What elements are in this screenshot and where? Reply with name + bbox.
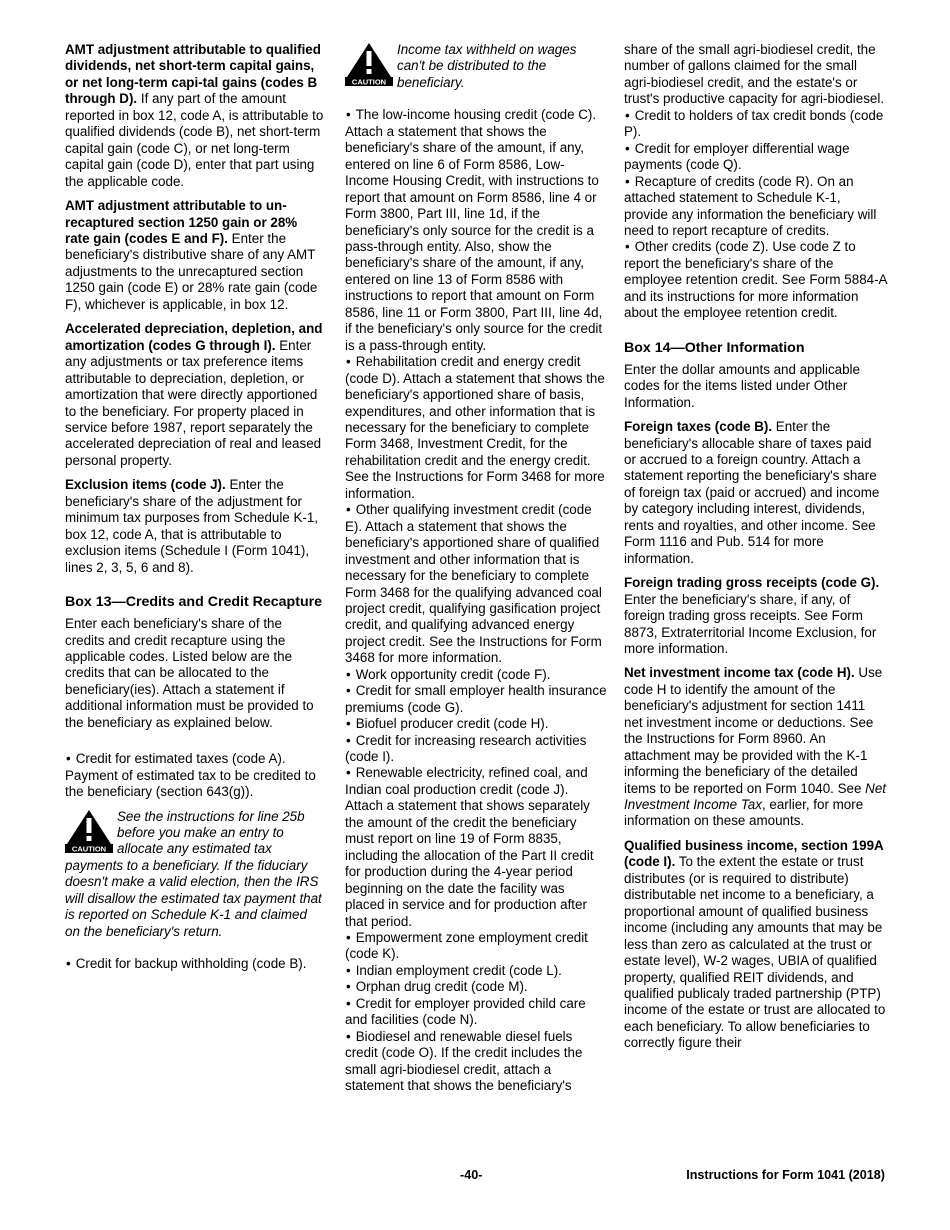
paragraph-amt-codes-e-f (65, 198, 325, 313)
paragraph-text: Enter the beneficiary's share of the adjustment for minimum tax purposes from Schedule K-1, box 12, code A, that is attributable to exclusion items (Schedule I (Form 1041), lines 2, 3, 5, 6 and 8). (65, 477, 319, 575)
list-item: • The low-income housing credit (code C). Attach a statement that shows the beneficiary's share of the amount, if any, entered on line 6 of Form 8586, Low-Income Housing Credit, with instructions to report that amount on Form 8586, line 4 or Form 3800, Part III, line 1d, if the beneficiary's only source for the credit is a pass-through entity. Also, show the beneficiary's share of the amount, if any, entered on line 13 of Form 8586 with instructions to report that amount on Form 8586, line 11 or Form 3800, Part III, line 4d, if the beneficiary's only source for the credit is a pass-through entity. (345, 107, 607, 354)
column-right (624, 42, 887, 1060)
page-number: -40- (460, 1168, 483, 1182)
column-middle (345, 42, 607, 1095)
caution-text: Income tax withheld on wages can't be distributed to the beneficiary. (397, 42, 577, 90)
paragraph-heading: AMT adjustment attributable to qualified dividends, net short-term capital gains, or net long-term capi-tal gains (codes B through D). (65, 42, 321, 107)
list-item: • Credit for estimated taxes (code A). Payment of estimated tax to be credited to the beneficiary (section 643(g)). (65, 751, 325, 800)
list-item: • Credit for increasing research activities (code I). (345, 733, 607, 766)
paragraph-text: If any part of the amount reported in box 12, code A, is attributable to qualified dividends (code B), net short-term capital gain (code C), or net long-term capital gain (code D), enter that part using the applicable code. (65, 91, 324, 189)
paragraph-foreign-trading (624, 575, 887, 657)
paragraph-heading: AMT adjustment attributable to un-recaptured section 1250 gain or 28% rate gain (codes E and F). (65, 198, 298, 246)
paragraph-heading: Qualified business income, section 199A (code I). (624, 837, 884, 870)
box13-heading: Box 13—Credits and Credit Recapture (65, 594, 323, 611)
paragraph-heading: Net investment income tax (code H). (624, 665, 855, 681)
caution-icon (345, 42, 393, 86)
paragraph-text: Enter the beneficiary's distributive share of any AMT adjustments to the unrecaptured section 1250 gain (code E) or 28% rate gain (code F), whichever is applicable, in box 12. (65, 230, 318, 312)
paragraph-qbi (624, 838, 887, 1052)
caution-label: CAUTION (351, 77, 387, 86)
list-item: • Renewable electricity, refined coal, and Indian coal production credit (code J). Attach a statement that shows separately the amount of the credit the beneficiary must report on line 19 of Form 8835, including the allocation of the Part II credit for production during the 4-year period beginning on the date the facility was placed in service and for production after that period. (345, 765, 607, 930)
paragraph-heading: Accelerated depreciation, depletion, and amortization (codes G through I). (65, 321, 323, 353)
list-item: • Rehabilitation credit and energy credit (code D). Attach a statement that shows the beneficiary's apportioned share of basis, expenditures, and other information that is necessary for the beneficiary to complete Form 3468, Investment Credit, for the rehabilitation credit and the energy credit. See the Instructions for Form 3468 for more information. (345, 354, 607, 502)
caution-label: CAUTION (71, 844, 107, 853)
paragraph-text: Use code H to identify the amount of the beneficiary's adjustment for section 1411 net investment income or deductions. See the Instructions for Form 8960. An attachment may be provided with the K-1 informing the beneficiary of the detailed items to be reported on Form 1040. See (624, 665, 883, 796)
list-item: • Biofuel producer credit (code H). (345, 716, 607, 732)
list-item: • Credit for small employer health insurance premiums (code G). (345, 683, 607, 716)
caution-text: See the instructions for line 25b before you make an entry to allocate any estimated tax payments to a beneficiary. If the fiduciary doesn't make a valid election, then the IRS will disallow the estimated tax payment that is reported on Schedule K-1 and claimed on the beneficiary's return. (65, 808, 322, 939)
list-item: • Empowerment zone employment credit (code K). (345, 930, 607, 963)
paragraph-heading: Foreign trading gross receipts (code G). (624, 575, 880, 591)
list-item: • Credit for employer provided child care and facilities (code N). (345, 996, 607, 1029)
list-item: • Recapture of credits (code R). On an attached statement to Schedule K-1, provide any information the beneficiary will need to report recapture of credits. (624, 174, 887, 240)
list-item: • Credit for employer differential wage payments (code Q). (624, 141, 887, 174)
form-title: Instructions for Form 1041 (2018) (686, 1168, 885, 1182)
list-item: • Credit to holders of tax credit bonds (code P). (624, 108, 887, 141)
paragraph-text: Enter the beneficiary's allocable share of taxes paid or accrued to a foreign country. Attach a statement reporting the beneficiary's share of foreign tax (paid or accrued) and income by category including interest, dividends, rents and royalties, and other income. See Form 1116 and Pub. 514 for more information. (624, 419, 880, 566)
paragraph-foreign-taxes (624, 419, 887, 567)
credits-list (345, 107, 607, 1094)
paragraph-text: Enter any adjustments or tax preference items attributable to depreciation, depletion, or amortization that were directly apportioned to the beneficiary. For property placed in service before 1987, report separately the accelerated depreciation of real and leased personal property. (65, 337, 322, 468)
paragraph-text: To the extent the estate or trust distributes (or is required to distribute) distributable net income to a beneficiary, a proportional amount of qualified business income (including any amounts that may be less than zero as calculated at the trust or estate level), W-2 wages, UBIA of qualified property, qualified REIT dividends, and qualified publicaly traded partnership (PTP) income of the estate or trust are allocated to each beneficiary. To allow beneficiaries to correctly figure their (624, 854, 886, 1051)
paragraph-heading: Foreign taxes (code B). (624, 419, 773, 435)
list-item: • Work opportunity credit (code F). (345, 667, 607, 683)
list-item: • Orphan drug credit (code M). (345, 979, 607, 995)
list-item: • Other credits (code Z). Use code Z to report the beneficiary's share of the employee retention credit. See Form 5884-A and its instructions for more information about the employee retention credit. (624, 239, 887, 321)
list-item: • Indian employment credit (code L). (345, 963, 607, 979)
credits-list (624, 108, 887, 322)
paragraph-text: Enter the beneficiary's share, if any, of foreign trading gross receipts. See Form 8873, Extraterritorial Income Exclusion, for more information. (624, 591, 877, 656)
paragraph-heading: Exclusion items (code J). (65, 477, 226, 493)
caution-note (345, 42, 607, 99)
paragraph-accelerated-depreciation (65, 321, 325, 469)
paragraph-amt-codes-b-d (65, 42, 325, 190)
cross-reference: Net Investment Income Tax (624, 780, 887, 813)
paragraph-exclusion-items (65, 477, 325, 576)
list-item: • Biodiesel and renewable diesel fuels credit (code O). If the credit includes the small agri-biodiesel credit, attach a statement that shows the beneficiary's (345, 1029, 607, 1095)
column-left (65, 42, 325, 973)
continued-text: share of the small agri-biodiesel credit, the number of gallons claimed for the small agri-biodiesel credit, and the estate's or trust's productive capacity for agri-biodiesel. (624, 42, 885, 107)
box14-intro: Enter the dollar amounts and applicable codes for the items listed under Other Information. (624, 361, 860, 410)
box14-heading: Box 14—Other Information (624, 339, 805, 356)
list-item: • Other qualifying investment credit (code E). Attach a statement that shows the beneficiary's apportioned share of qualified investment and other information that is necessary for the beneficiary to complete Form 3468 for the qualifying advanced coal project credit, qualifying gasification project credit, and qualifying advanced energy project credit. See the Instructions for Form 3468 for more information. (345, 502, 607, 667)
list-item: • Credit for backup withholding (code B). (65, 956, 325, 972)
caution-note (65, 809, 325, 949)
box13-intro: Enter each beneficiary's share of the credits and credit recapture using the applicable codes. Listed below are the credits that can be allocated to the beneficiary(ies). Attach a statement if additional information must be provided to the beneficiary as explained below. (65, 616, 314, 730)
caution-icon (65, 809, 113, 853)
paragraph-text: , earlier, for more information on these amounts. (624, 797, 864, 829)
paragraph-net-investment (624, 665, 887, 830)
